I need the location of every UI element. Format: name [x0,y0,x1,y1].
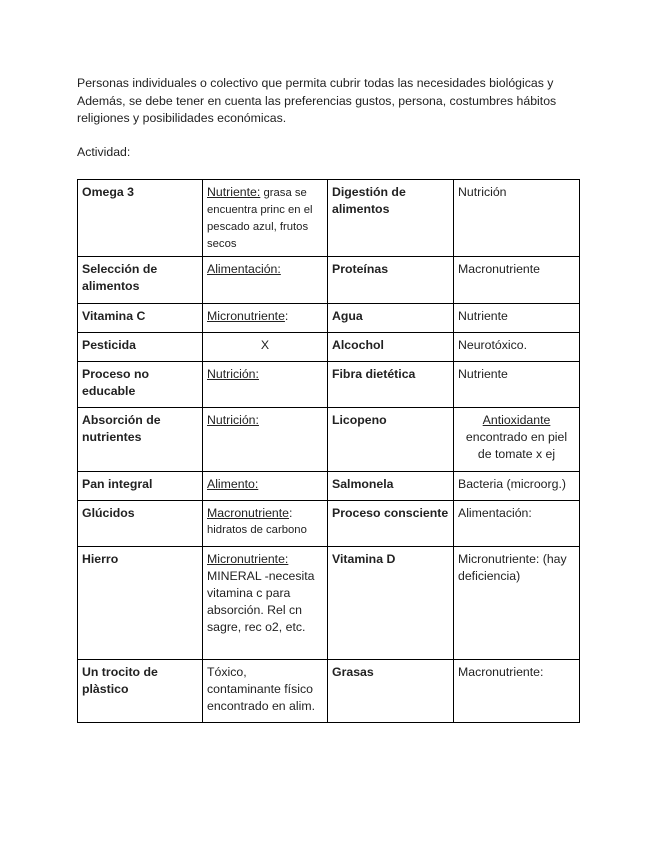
term-cell: Glúcidos [78,501,203,547]
definition-cell: Nutrición [454,180,580,257]
definition-cell: Alimentación: [454,501,580,547]
intro-line-3: religiones y posibilidades económicas. [77,111,287,125]
definition-main: Alimentación: [207,262,281,276]
term-cell: Absorción de nutrientes [78,408,203,472]
activity-label: Actividad: [77,145,131,159]
term-cell: Licopeno [328,408,454,472]
term-cell: Salmonela [328,472,454,501]
definition-cell: Macronutriente: [454,660,580,723]
intro-paragraph [77,75,617,128]
definition-cell [203,304,328,333]
term-cell: Proteínas [328,257,454,304]
definition-cell [203,547,328,660]
definition-cell: X [203,333,328,362]
term-cell: Grasas [328,660,454,723]
definition-main: Micronutriente: [207,552,289,566]
term-cell: Proceso no educable [78,362,203,408]
table-row [78,304,580,333]
intro-line-1: Personas individuales o colectivo que permita cubrir todas las necesidades biológicas y [77,76,554,90]
table-row [78,501,580,547]
table-row [78,547,580,660]
term-cell: Alcochol [328,333,454,362]
term-cell: Vitamina C [78,304,203,333]
definition-cell [203,180,328,257]
table-row [78,472,580,501]
table-row [78,362,580,408]
term-cell: Pesticida [78,333,203,362]
definition-extra: hidratos de carbono [207,524,307,536]
table-row [78,257,580,304]
definition-cell [203,408,328,472]
definition-extra: grasa se encuentra princ en el pescado azul, frutos secos [207,187,313,250]
definition-suffix: : [289,506,293,520]
term-cell: Pan integral [78,472,203,501]
term-cell: Vitamina D [328,547,454,660]
term-cell: Agua [328,304,454,333]
definition-cell: Tóxico, contaminante físico encontrado en alim. [203,660,328,723]
definition-cell [203,472,328,501]
definition-cell: Nutriente [454,362,580,408]
term-cell: Un trocito de plàstico [78,660,203,723]
definition-main: Nutrición: [207,413,259,427]
definition-cell [203,257,328,304]
term-cell: Digestión de alimentos [328,180,454,257]
definition-main: Macronutriente [207,506,290,520]
definition-cell: Macronutriente [454,257,580,304]
table-row [78,180,580,257]
table-row [78,408,580,472]
definition-main: Antioxidante [482,413,551,427]
intro-line-2: Además, se debe tener en cuenta las preferencias gustos, persona, costumbres hábitos [77,93,557,108]
definition-cell: Micronutriente: (hay deficiencia) [454,547,580,660]
definition-cell [203,501,328,547]
definition-main: Nutriente: [207,185,261,199]
definition-cell [203,362,328,408]
term-cell: Proceso consciente [328,501,454,547]
table-row [78,333,580,362]
definition-cell: Neurotóxico. [454,333,580,362]
definition-cell: Bacteria (microorg.) [454,472,580,501]
term-cell: Selección de alimentos [78,257,203,304]
definition-extra: encontrado en piel de tomate x ej [465,430,568,461]
term-cell: Hierro [78,547,203,660]
definition-cell [454,408,580,472]
table-row [78,660,580,723]
definition-extra: MINERAL -necesita vitamina c para absorción. Rel cn sagre, rec o2, etc. [207,569,315,634]
definition-cell: Nutriente [454,304,580,333]
definition-suffix: : [284,309,289,323]
definition-main: Micronutriente [207,309,285,323]
activity-table [77,179,580,723]
term-cell: Omega 3 [78,180,203,257]
definition-main: Alimento: [207,477,259,491]
definition-main: Nutrición: [207,367,259,381]
term-cell: Fibra dietética [328,362,454,408]
